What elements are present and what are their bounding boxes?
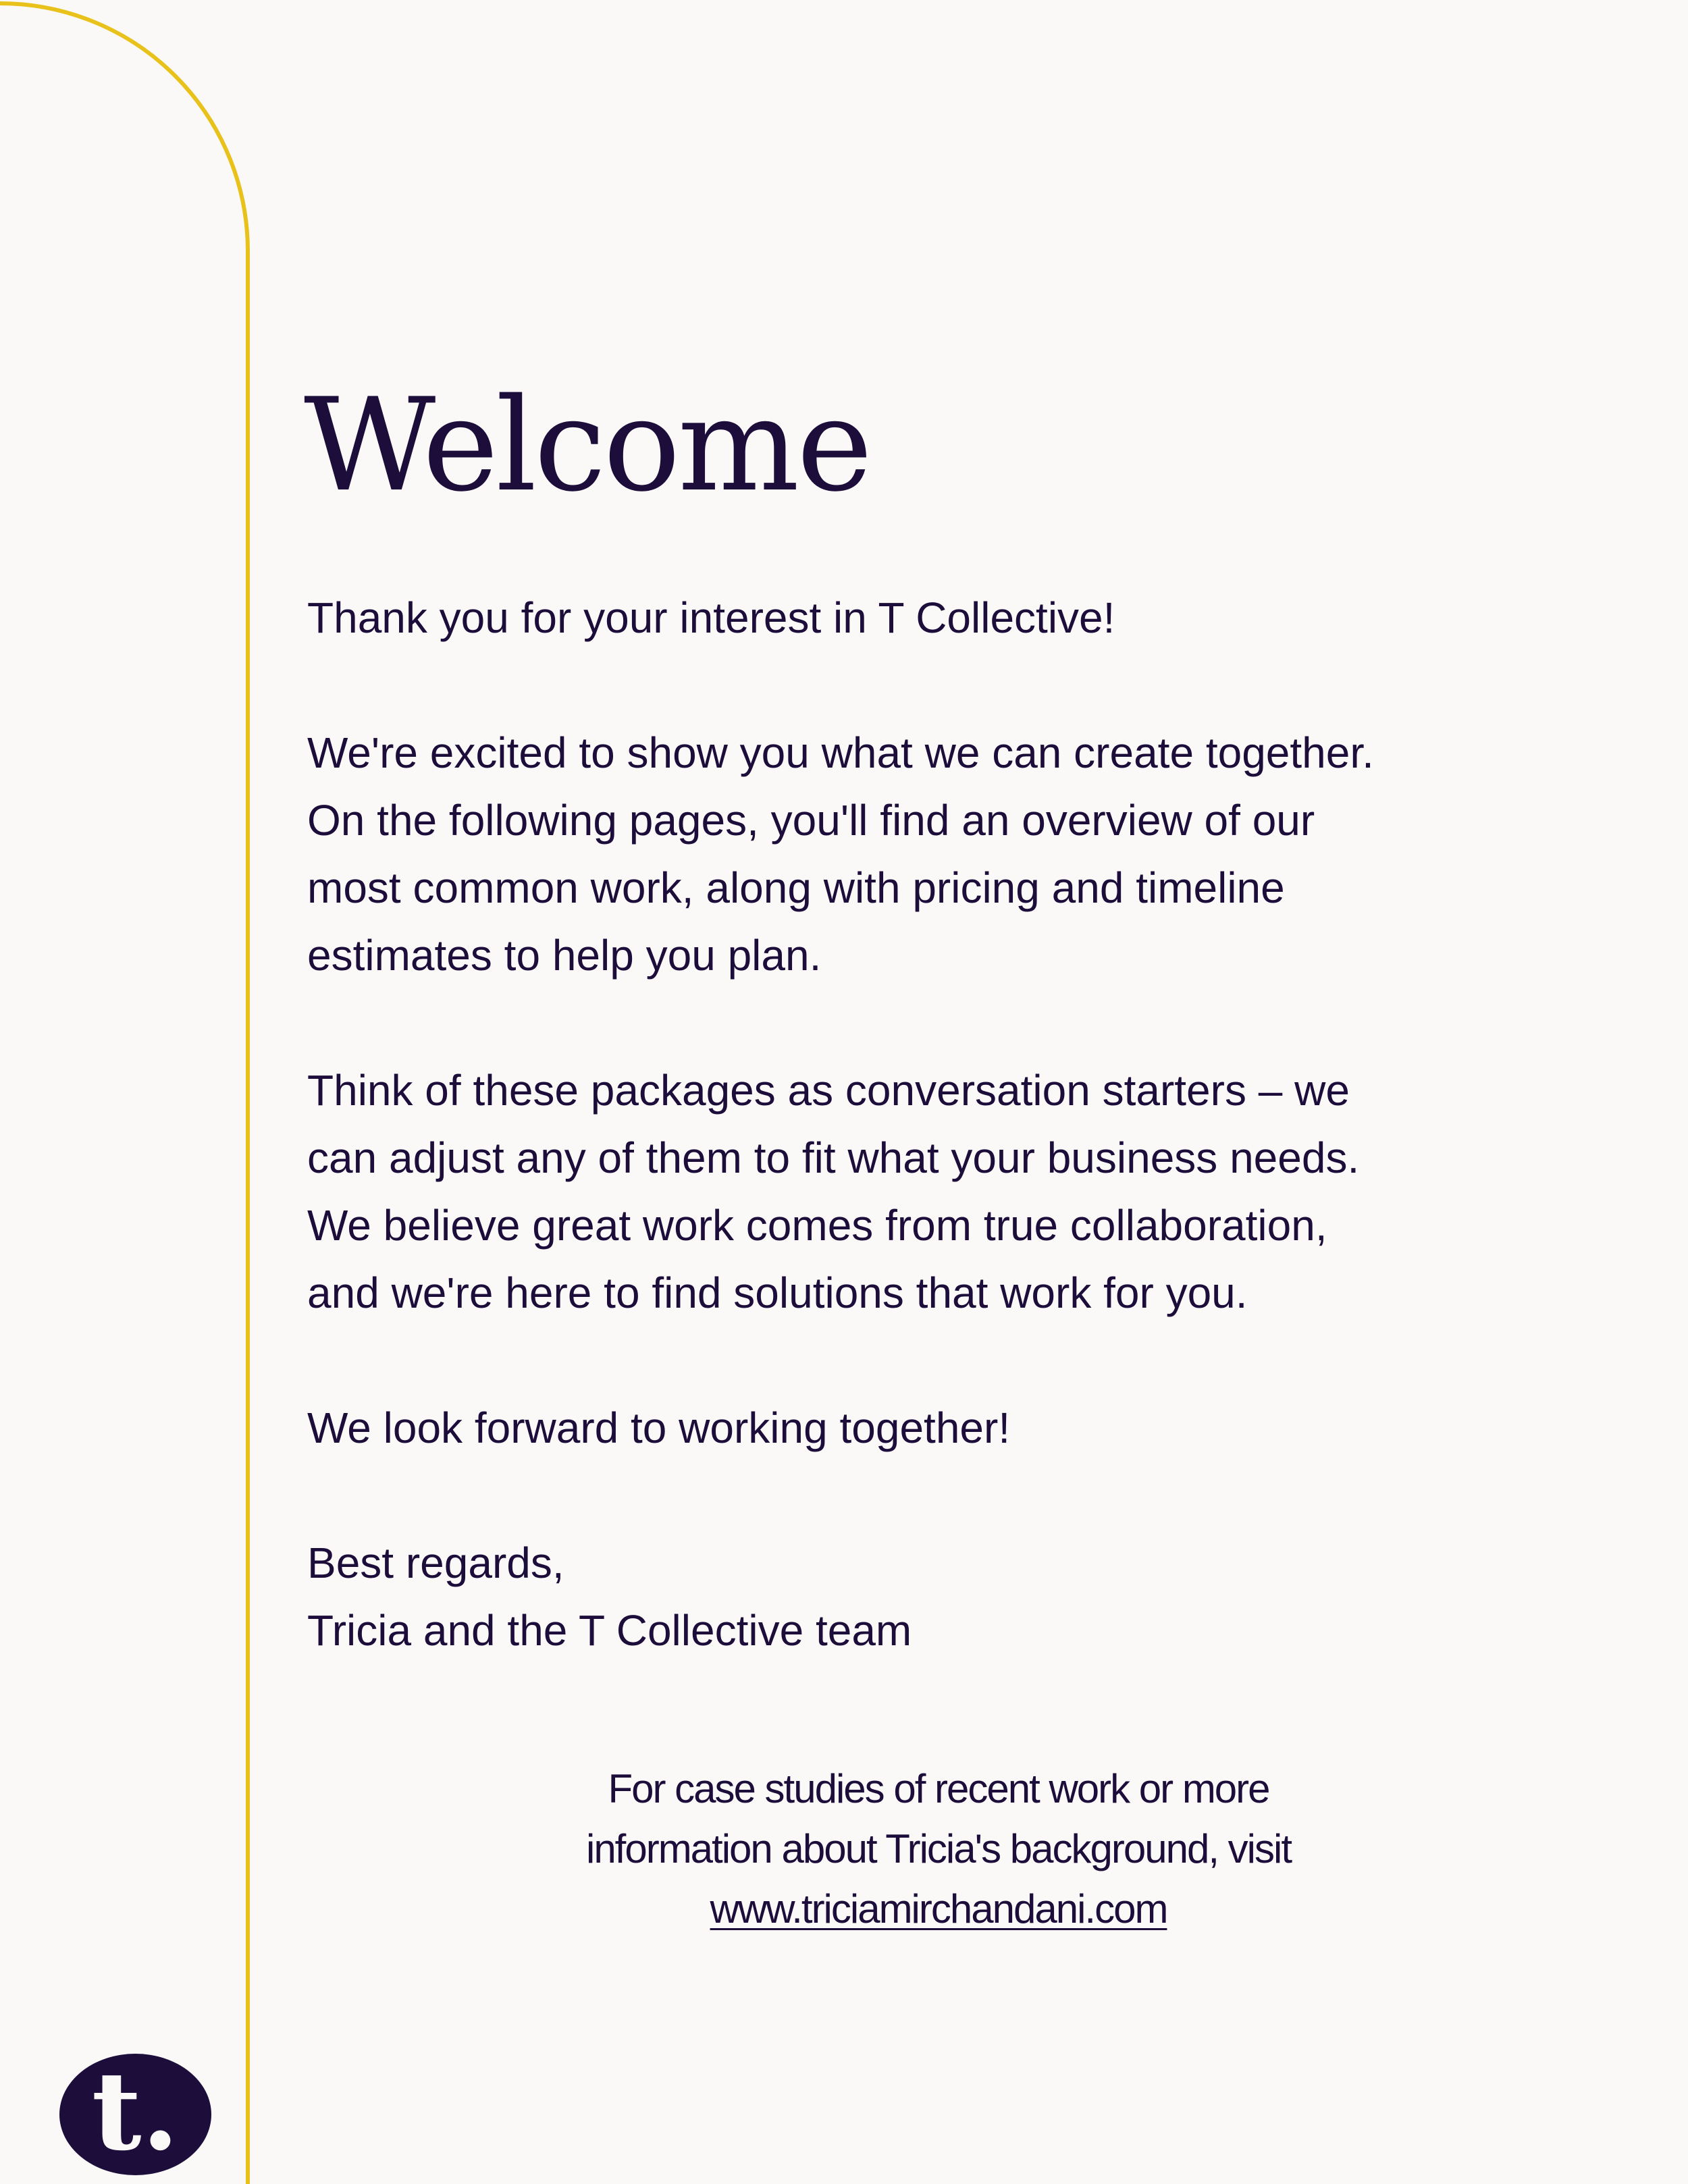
paragraph-2-line: and we're here to find solutions that work for you. — [307, 1269, 1248, 1317]
paragraph-2-line: can adjust any of them to fit what your business needs. — [307, 1134, 1360, 1182]
signoff-line: Best regards, — [307, 1539, 564, 1587]
paragraph-1-line: most common work, along with pricing and timeline — [307, 863, 1285, 912]
decorative-arc-line — [0, 0, 270, 2184]
intro-line: Thank you for your interest in T Collective! — [307, 593, 1115, 642]
paragraph-2-line: We believe great work comes from true collaboration, — [307, 1201, 1327, 1250]
paragraph-1-line: estimates to help you plan. — [307, 931, 822, 980]
website-link[interactable]: www.triciamirchandani.com — [710, 1886, 1167, 1932]
welcome-letter — [307, 584, 1617, 1664]
closing-line: We look forward to working together! — [307, 1404, 1011, 1452]
footer-line: information about Tricia's background, visit — [585, 1826, 1291, 1871]
logo-letter: t. — [91, 2048, 180, 2175]
page-title: Welcome — [304, 371, 870, 520]
paragraph-1-line: On the following pages, you'll find an overview of our — [307, 796, 1315, 845]
t-collective-logo-icon — [59, 2048, 211, 2175]
signature-line: Tricia and the T Collective team — [307, 1606, 912, 1655]
footer-line: For case studies of recent work or more — [608, 1766, 1269, 1811]
footer-note — [351, 1759, 1526, 1939]
paragraph-2-line: Think of these packages as conversation starters – we — [307, 1066, 1350, 1115]
paragraph-1-line: We're excited to show you what we can create together. — [307, 728, 1374, 777]
